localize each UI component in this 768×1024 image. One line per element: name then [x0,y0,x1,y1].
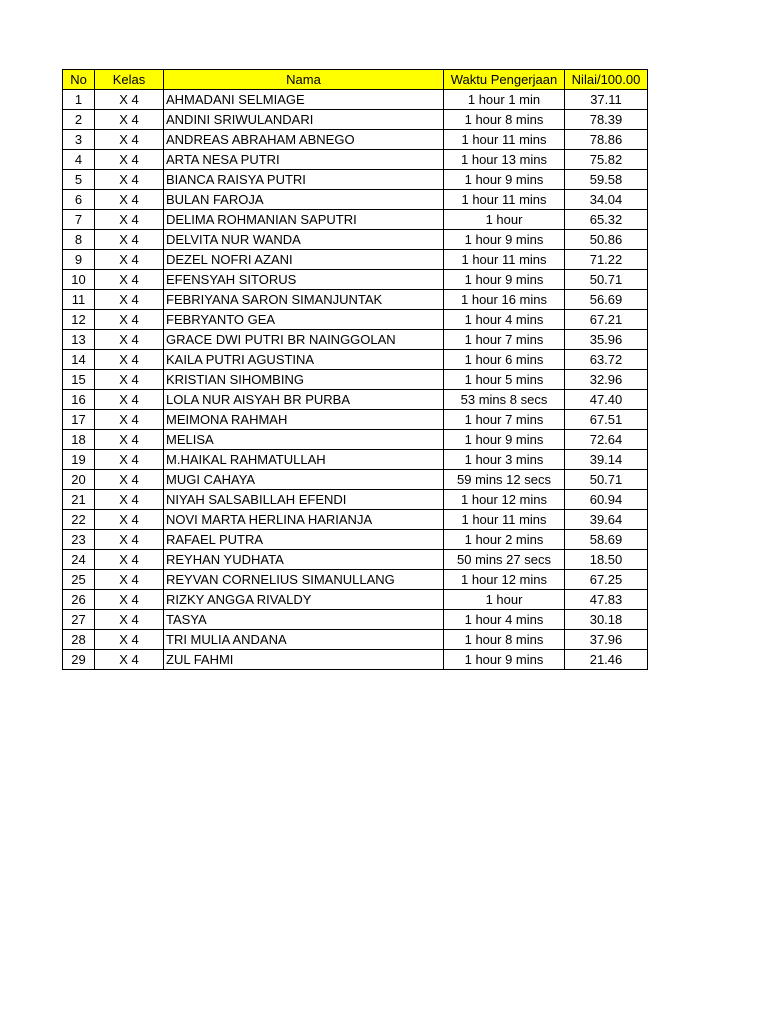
cell-waktu-pengerjaan: 1 hour 7 mins [444,410,565,430]
cell-no: 12 [63,310,95,330]
cell-kelas: X 4 [95,450,164,470]
cell-no: 8 [63,230,95,250]
table-row [63,390,648,410]
cell-kelas: X 4 [95,150,164,170]
cell-nama: REYVAN CORNELIUS SIMANULLANG [164,570,444,590]
cell-waktu-pengerjaan: 1 hour [444,210,565,230]
cell-no: 21 [63,490,95,510]
table-row [63,270,648,290]
cell-nama: NIYAH SALSABILLAH EFENDI [164,490,444,510]
cell-waktu-pengerjaan: 1 hour 5 mins [444,370,565,390]
cell-kelas: X 4 [95,110,164,130]
cell-waktu-pengerjaan: 59 mins 12 secs [444,470,565,490]
cell-waktu-pengerjaan: 1 hour 12 mins [444,490,565,510]
header-nilai: Nilai/100.00 [565,70,648,90]
cell-nilai: 50.71 [565,470,648,490]
cell-nama: MUGI CAHAYA [164,470,444,490]
cell-waktu-pengerjaan: 1 hour 8 mins [444,110,565,130]
table-row [63,430,648,450]
cell-kelas: X 4 [95,210,164,230]
cell-nilai: 71.22 [565,250,648,270]
cell-no: 27 [63,610,95,630]
cell-nilai: 39.14 [565,450,648,470]
table-row [63,90,648,110]
cell-waktu-pengerjaan: 1 hour 11 mins [444,130,565,150]
header-no: No [63,70,95,90]
cell-nilai: 47.40 [565,390,648,410]
table-row [63,170,648,190]
cell-nilai: 37.96 [565,630,648,650]
cell-kelas: X 4 [95,590,164,610]
cell-nilai: 59.58 [565,170,648,190]
cell-kelas: X 4 [95,610,164,630]
table-row [63,290,648,310]
table-row [63,410,648,430]
cell-no: 2 [63,110,95,130]
cell-nilai: 65.32 [565,210,648,230]
cell-nama: FEBRYANTO GEA [164,310,444,330]
cell-kelas: X 4 [95,530,164,550]
cell-no: 22 [63,510,95,530]
table-row [63,250,648,270]
cell-no: 17 [63,410,95,430]
cell-waktu-pengerjaan: 50 mins 27 secs [444,550,565,570]
cell-kelas: X 4 [95,570,164,590]
cell-kelas: X 4 [95,510,164,530]
cell-kelas: X 4 [95,230,164,250]
table-row [63,130,648,150]
cell-waktu-pengerjaan: 1 hour 3 mins [444,450,565,470]
cell-no: 11 [63,290,95,310]
cell-waktu-pengerjaan: 1 hour [444,590,565,610]
cell-kelas: X 4 [95,90,164,110]
cell-waktu-pengerjaan: 1 hour 6 mins [444,350,565,370]
cell-nilai: 60.94 [565,490,648,510]
cell-kelas: X 4 [95,310,164,330]
cell-nama: AHMADANI SELMIAGE [164,90,444,110]
cell-waktu-pengerjaan: 53 mins 8 secs [444,390,565,410]
cell-kelas: X 4 [95,350,164,370]
cell-waktu-pengerjaan: 1 hour 4 mins [444,610,565,630]
cell-nama: KAILA PUTRI AGUSTINA [164,350,444,370]
cell-kelas: X 4 [95,390,164,410]
header-kelas: Kelas [95,70,164,90]
cell-waktu-pengerjaan: 1 hour 8 mins [444,630,565,650]
cell-nama: FEBRIYANA SARON SIMANJUNTAK [164,290,444,310]
table-row [63,510,648,530]
cell-nilai: 67.25 [565,570,648,590]
cell-waktu-pengerjaan: 1 hour 7 mins [444,330,565,350]
cell-nama: RAFAEL PUTRA [164,530,444,550]
table-row [63,190,648,210]
cell-no: 20 [63,470,95,490]
cell-kelas: X 4 [95,550,164,570]
table-row [63,590,648,610]
cell-waktu-pengerjaan: 1 hour 2 mins [444,530,565,550]
cell-waktu-pengerjaan: 1 hour 12 mins [444,570,565,590]
table-row [63,470,648,490]
cell-kelas: X 4 [95,430,164,450]
cell-waktu-pengerjaan: 1 hour 9 mins [444,430,565,450]
cell-no: 28 [63,630,95,650]
cell-nama: ZUL FAHMI [164,650,444,670]
table-row [63,330,648,350]
cell-no: 6 [63,190,95,210]
cell-no: 14 [63,350,95,370]
cell-nama: TRI MULIA ANDANA [164,630,444,650]
cell-no: 4 [63,150,95,170]
cell-no: 3 [63,130,95,150]
cell-nama: BULAN FAROJA [164,190,444,210]
cell-nama: DEZEL NOFRI AZANI [164,250,444,270]
table-row [63,530,648,550]
cell-nama: TASYA [164,610,444,630]
cell-kelas: X 4 [95,650,164,670]
table-row [63,650,648,670]
cell-nilai: 63.72 [565,350,648,370]
table-row [63,450,648,470]
cell-nama: BIANCA RAISYA PUTRI [164,170,444,190]
cell-nilai: 37.11 [565,90,648,110]
cell-nama: MEIMONA RAHMAH [164,410,444,430]
cell-waktu-pengerjaan: 1 hour 9 mins [444,270,565,290]
cell-kelas: X 4 [95,130,164,150]
cell-waktu-pengerjaan: 1 hour 9 mins [444,230,565,250]
cell-waktu-pengerjaan: 1 hour 9 mins [444,170,565,190]
cell-nama: GRACE DWI PUTRI BR NAINGGOLAN [164,330,444,350]
cell-no: 16 [63,390,95,410]
cell-waktu-pengerjaan: 1 hour 4 mins [444,310,565,330]
cell-no: 19 [63,450,95,470]
cell-kelas: X 4 [95,330,164,350]
cell-nama: REYHAN YUDHATA [164,550,444,570]
cell-nama: M.HAIKAL RAHMATULLAH [164,450,444,470]
table-row [63,150,648,170]
cell-no: 9 [63,250,95,270]
header-waktu-pengerjaan: Waktu Pengerjaan [444,70,565,90]
cell-no: 18 [63,430,95,450]
table-row [63,610,648,630]
cell-kelas: X 4 [95,250,164,270]
table-row [63,350,648,370]
cell-no: 26 [63,590,95,610]
cell-nama: LOLA NUR AISYAH BR PURBA [164,390,444,410]
cell-waktu-pengerjaan: 1 hour 16 mins [444,290,565,310]
table-row [63,210,648,230]
cell-nama: DELVITA NUR WANDA [164,230,444,250]
cell-nilai: 56.69 [565,290,648,310]
cell-nilai: 78.86 [565,130,648,150]
cell-no: 29 [63,650,95,670]
cell-nilai: 30.18 [565,610,648,630]
cell-kelas: X 4 [95,190,164,210]
cell-nilai: 72.64 [565,430,648,450]
cell-nama: RIZKY ANGGA RIVALDY [164,590,444,610]
cell-no: 25 [63,570,95,590]
cell-kelas: X 4 [95,170,164,190]
table-row [63,230,648,250]
cell-waktu-pengerjaan: 1 hour 11 mins [444,510,565,530]
cell-no: 10 [63,270,95,290]
cell-waktu-pengerjaan: 1 hour 11 mins [444,250,565,270]
cell-no: 24 [63,550,95,570]
cell-kelas: X 4 [95,490,164,510]
table-body [63,90,648,670]
table-row [63,490,648,510]
header-row [63,70,648,90]
cell-nilai: 35.96 [565,330,648,350]
cell-waktu-pengerjaan: 1 hour 1 min [444,90,565,110]
cell-nilai: 78.39 [565,110,648,130]
header-nama: Nama [164,70,444,90]
cell-nilai: 32.96 [565,370,648,390]
cell-nama: EFENSYAH SITORUS [164,270,444,290]
cell-no: 15 [63,370,95,390]
cell-kelas: X 4 [95,630,164,650]
cell-kelas: X 4 [95,270,164,290]
cell-nama: MELISA [164,430,444,450]
cell-waktu-pengerjaan: 1 hour 9 mins [444,650,565,670]
cell-nama: KRISTIAN SIHOMBING [164,370,444,390]
cell-nilai: 67.21 [565,310,648,330]
cell-nilai: 34.04 [565,190,648,210]
cell-kelas: X 4 [95,470,164,490]
cell-nilai: 67.51 [565,410,648,430]
cell-waktu-pengerjaan: 1 hour 13 mins [444,150,565,170]
cell-no: 13 [63,330,95,350]
cell-waktu-pengerjaan: 1 hour 11 mins [444,190,565,210]
cell-nama: ANDREAS ABRAHAM ABNEGO [164,130,444,150]
cell-no: 1 [63,90,95,110]
table-row [63,570,648,590]
cell-nilai: 47.83 [565,590,648,610]
cell-nama: ANDINI SRIWULANDARI [164,110,444,130]
cell-no: 5 [63,170,95,190]
cell-kelas: X 4 [95,370,164,390]
table-row [63,310,648,330]
cell-nilai: 50.86 [565,230,648,250]
cell-kelas: X 4 [95,290,164,310]
cell-nilai: 50.71 [565,270,648,290]
cell-no: 7 [63,210,95,230]
cell-nama: NOVI MARTA HERLINA HARIANJA [164,510,444,530]
cell-nilai: 39.64 [565,510,648,530]
table-row [63,110,648,130]
cell-no: 23 [63,530,95,550]
cell-kelas: X 4 [95,410,164,430]
grades-table [62,69,648,670]
cell-nilai: 58.69 [565,530,648,550]
cell-nama: DELIMA ROHMANIAN SAPUTRI [164,210,444,230]
table-row [63,550,648,570]
table-row [63,630,648,650]
cell-nama: ARTA NESA PUTRI [164,150,444,170]
cell-nilai: 21.46 [565,650,648,670]
cell-nilai: 18.50 [565,550,648,570]
table-row [63,370,648,390]
cell-nilai: 75.82 [565,150,648,170]
